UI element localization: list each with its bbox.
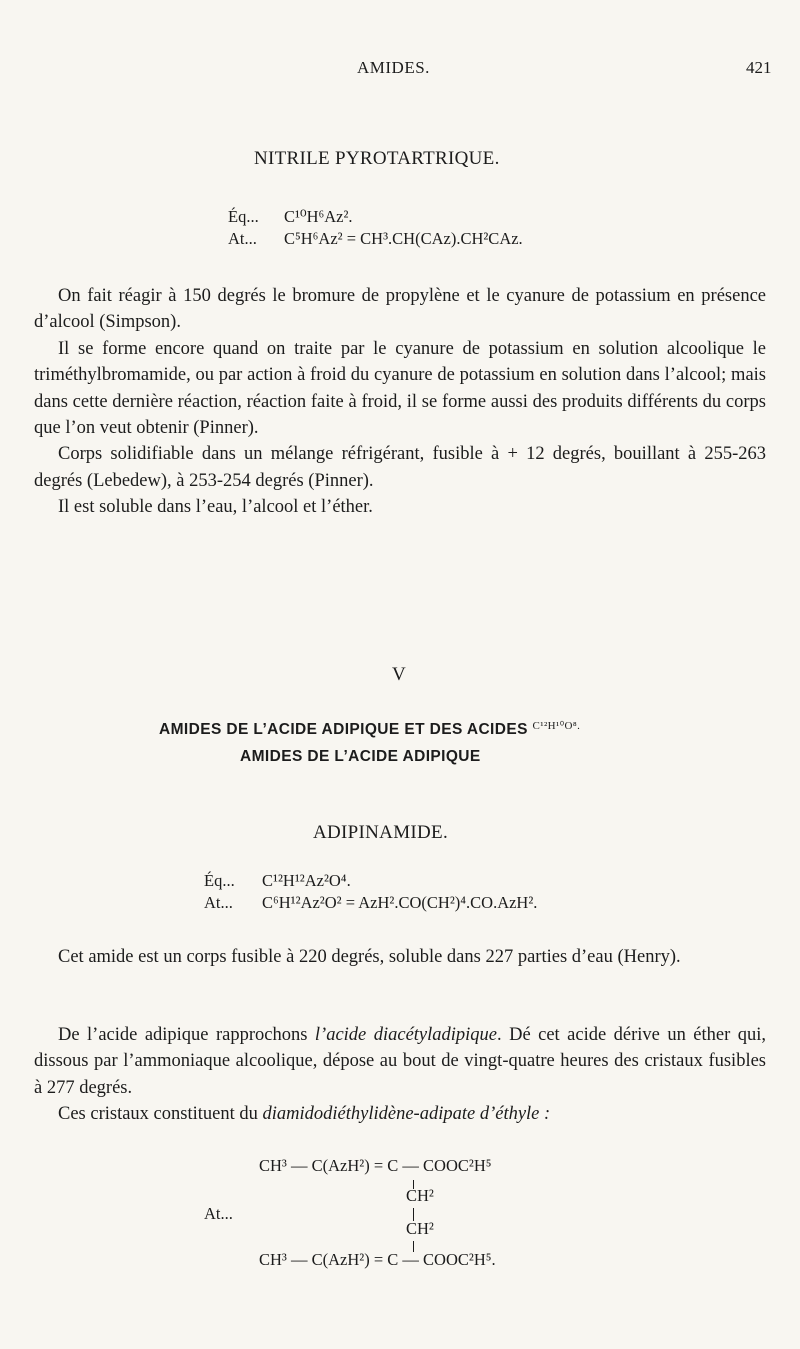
structure-at-label: At... (204, 1204, 233, 1223)
section-heading-formula: C¹²H¹⁰O⁸. (532, 720, 581, 732)
structure-ch2-b: CH² (406, 1219, 434, 1238)
formula-eq-label: Éq... (204, 871, 235, 890)
text-run: Ces cristaux constituent du (58, 1104, 263, 1125)
paragraph: Il se forme encore quand on traite par le cyanure de potassium en solution alcoolique le triméthylbromamide, ou par action à froid du cyanure de potassium en solution dans l’alcool; mais dans cette dernière réaction, réaction faite à froid, il se forme aussi des produits différents du corps que l’on veut obtenir (Pinner). (34, 338, 766, 439)
compound-name: l’acide diacétyladipique (314, 1025, 498, 1045)
text-run: De l’acide adipique rapprochons (58, 1025, 315, 1045)
formula-at-label: At... (228, 229, 257, 248)
paragraph (34, 1101, 766, 1127)
page-number: 421 (746, 58, 772, 77)
nitrile-body (34, 283, 766, 521)
section-heading-line2: AMIDES DE L’ACIDE ADIPIQUE (240, 748, 481, 765)
adipinamide-body-1 (34, 944, 766, 970)
formula-eq: C¹⁰H⁶Az². (284, 207, 353, 226)
adipinamide-body-2 (34, 1022, 766, 1128)
paragraph (34, 1022, 766, 1101)
structure-row-4: CH³ — C(AzH²) = C — COOC²H⁵. (259, 1250, 496, 1269)
section-title-adipinamide: ADIPINAMIDE. (313, 822, 449, 843)
compound-name: diamidodiéthylidène-adipate d’éthyle : (262, 1104, 551, 1125)
text-run: . Dé cet acide dérive un éther qui, dissous par l’ammoniaque alcoolique, dépose au bout de vingt-quatre heures des cristaux fusibles à 277 degrés. (34, 1025, 766, 1098)
section-heading-text: AMIDES DE L’ACIDE ADIPIQUE ET DES ACIDES (159, 721, 528, 738)
formula-at-label: At... (204, 893, 233, 912)
paragraph: On fait réagir à 150 degrés le bromure de propylène et le cyanure de potassium en présence d’alcool (Simpson). (34, 286, 766, 333)
section-heading-line1 (159, 719, 580, 739)
formula-eq-label: Éq... (228, 207, 259, 226)
section-numeral: V (392, 664, 406, 685)
formula-eq: C¹²H¹²Az²O⁴. (262, 871, 351, 890)
paragraph: Il est soluble dans l’eau, l’alcool et l’éther. (58, 497, 373, 518)
formula-at: C⁵H⁶Az² = CH³.CH(CAz).CH²CAz. (284, 229, 523, 248)
paragraph: Corps solidifiable dans un mélange réfrigérant, fusible à + 12 degrés, bouillant à 255-263 degrés (Lebedew), à 253-254 degrés (Pinner). (34, 444, 766, 491)
section-title-nitrile: NITRILE PYROTARTRIQUE. (254, 148, 500, 169)
structure-row-1: CH³ — C(AzH²) = C — COOC²H⁵ (259, 1156, 492, 1175)
paragraph: Cet amide est un corps fusible à 220 degrés, soluble dans 227 parties d’eau (Henry). (58, 947, 681, 967)
running-title: AMIDES. (357, 58, 430, 77)
formula-at: C⁶H¹²Az²O² = AzH².CO(CH²)⁴.CO.AzH². (262, 893, 538, 912)
structure-ch2-a: CH² (406, 1186, 434, 1205)
